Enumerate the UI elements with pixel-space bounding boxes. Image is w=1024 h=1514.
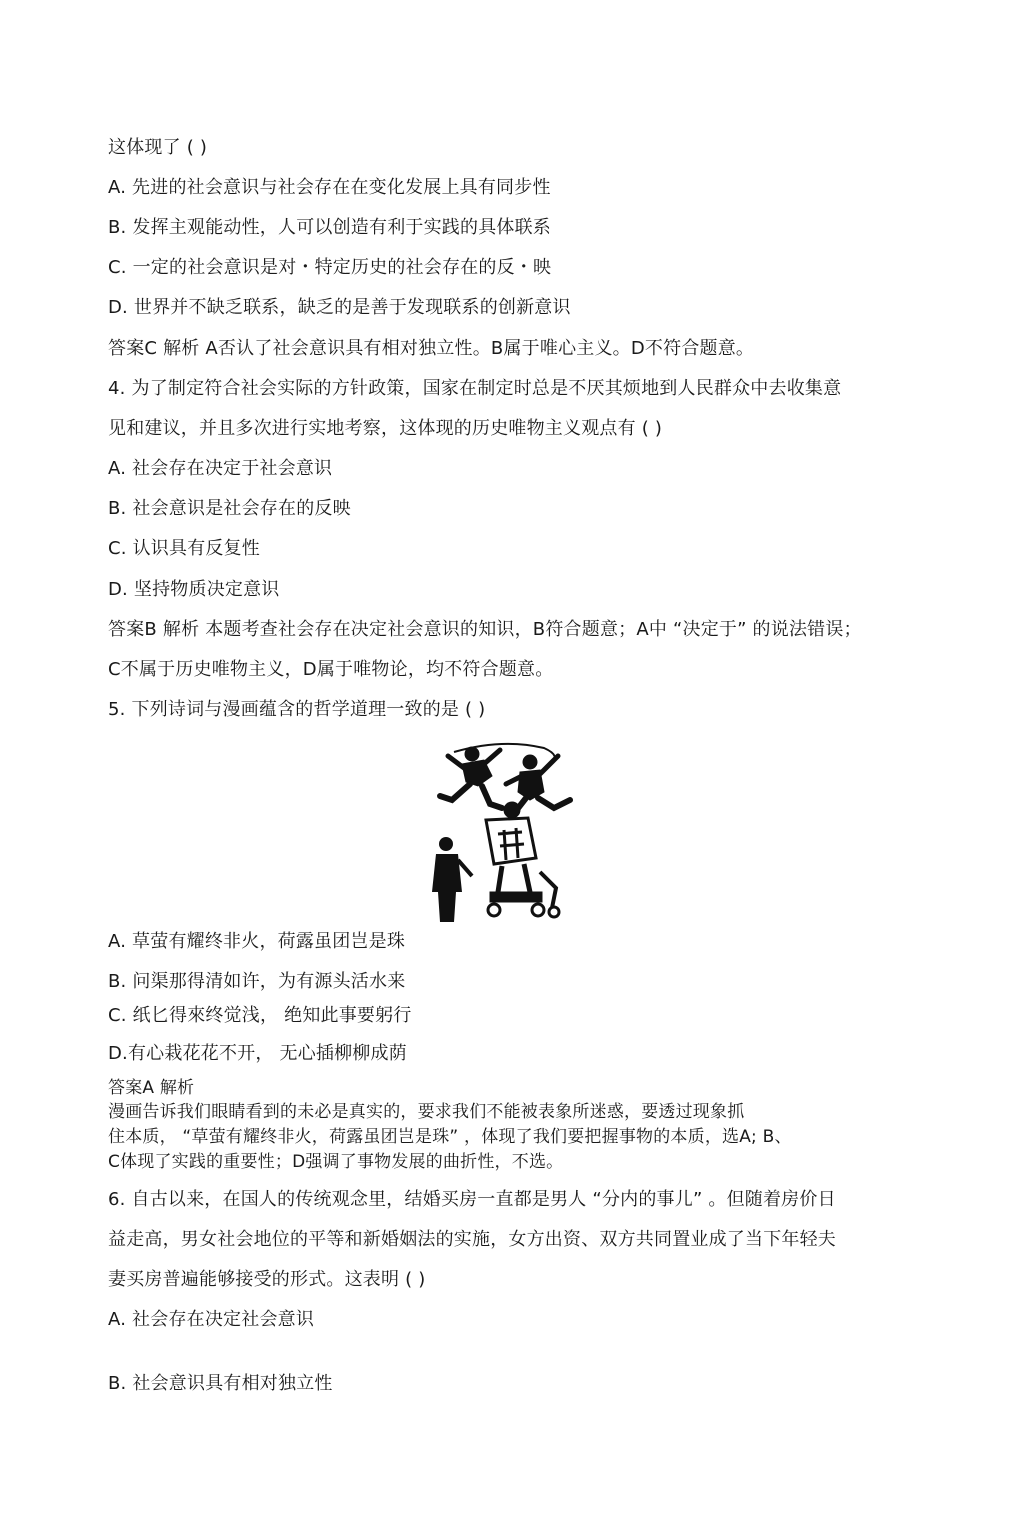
q5-option-d: D.有心栽花花不开， 无心插柳柳成荫 (108, 1043, 407, 1064)
runner-left-figure (440, 747, 502, 808)
q6-option-b: B. 社会意识具有相对独立性 (108, 1373, 333, 1394)
q6-stem-line-2: 益走高，男女社会地位的平等和新婚姻法的实施，女方出资、双方共同置业成了当下年轻夫 (108, 1229, 836, 1250)
q4-option-a: A. 社会存在决定于社会意识 (108, 458, 333, 479)
q5-answer-line-1: 漫画告诉我们眼睛看到的未必是真实的，要求我们不能被表象所迷惑，要透过现象抓 (108, 1102, 745, 1122)
q4-stem-line-2: 见和建议，并且多次进行实地考察，这体现的历史唯物主义观点有 ( ) (108, 418, 663, 439)
q6-option-a: A. 社会存在决定社会意识 (108, 1309, 315, 1330)
q5-stem: 5. 下列诗词与漫画蕴含的哲学道理一致的是 ( ) (108, 699, 486, 720)
q6-stem-line-3: 妻买房普遍能够接受的形式。这表明 ( ) (108, 1269, 426, 1290)
q5-answer-line-3: C体现了实践的重要性；D强调了事物发展的曲折性，不选。 (108, 1152, 564, 1172)
q4-stem-line-1: 4. 为了制定符合社会实际的方针政策，国家在制定时总是不厌其烦地到人民群众中去收集意 (108, 378, 842, 399)
q5-answer-line-2: 住本质， “草萤有耀终非火，荷露虽团岂是珠” ，体现了我们要把握事物的本质，选A; B、 (108, 1127, 792, 1147)
cartoon-image (432, 742, 610, 924)
q5-option-c: C. 纸匕得來终觉浅， 绝知此事要躬行 (108, 1005, 412, 1026)
q3-option-b: B. 发挥主观能动性，人可以创造有利于实践的具体联系 (108, 217, 551, 238)
q5-answer-head: 答案A 解析 (108, 1078, 195, 1098)
q4-answer-line-2: C不属于历史唯物主义，D属于唯物论，均不符合题意。 (108, 659, 554, 680)
q4-option-b: B. 社会意识是社会存在的反映 (108, 498, 351, 519)
q5-option-a: A. 草萤有耀终非火，荷露虽团岂是珠 (108, 931, 406, 952)
q4-option-c: C. 认识具有反复性 (108, 538, 261, 559)
q3-option-d: D. 世界并不缺乏联系，缺乏的是善于发现联系的创新意识 (108, 297, 571, 318)
q3-option-c: C. 一定的社会意识是对・特定历史的社会存在的反・映 (108, 257, 552, 278)
q3-stem-tail: 这体现了 ( ) (108, 137, 208, 158)
standing-man-figure (432, 837, 472, 922)
q4-answer-line-1: 答案B 解析 本题考查社会存在决定社会意识的知识，B符合题意；A中 “决定于” 的说法错误； (108, 619, 862, 640)
q5-option-b: B. 问渠那得清如许，为有源头活水来 (108, 971, 406, 992)
q3-option-a: A. 先进的社会意识与社会存在在变化发展上具有同步性 (108, 177, 551, 198)
q6-stem-line-1: 6. 自古以来，在国人的传统观念里，结婚买房一直都是男人 “分内的事儿” 。但随着房价日 (108, 1189, 836, 1210)
q4-option-d: D. 坚持物质决定意识 (108, 579, 280, 600)
cart-figure (486, 802, 559, 917)
q3-answer: 答案C 解析 A否认了社会意识具有相对独立性。B属于唯心主义。D不符合题意。 (108, 338, 755, 359)
